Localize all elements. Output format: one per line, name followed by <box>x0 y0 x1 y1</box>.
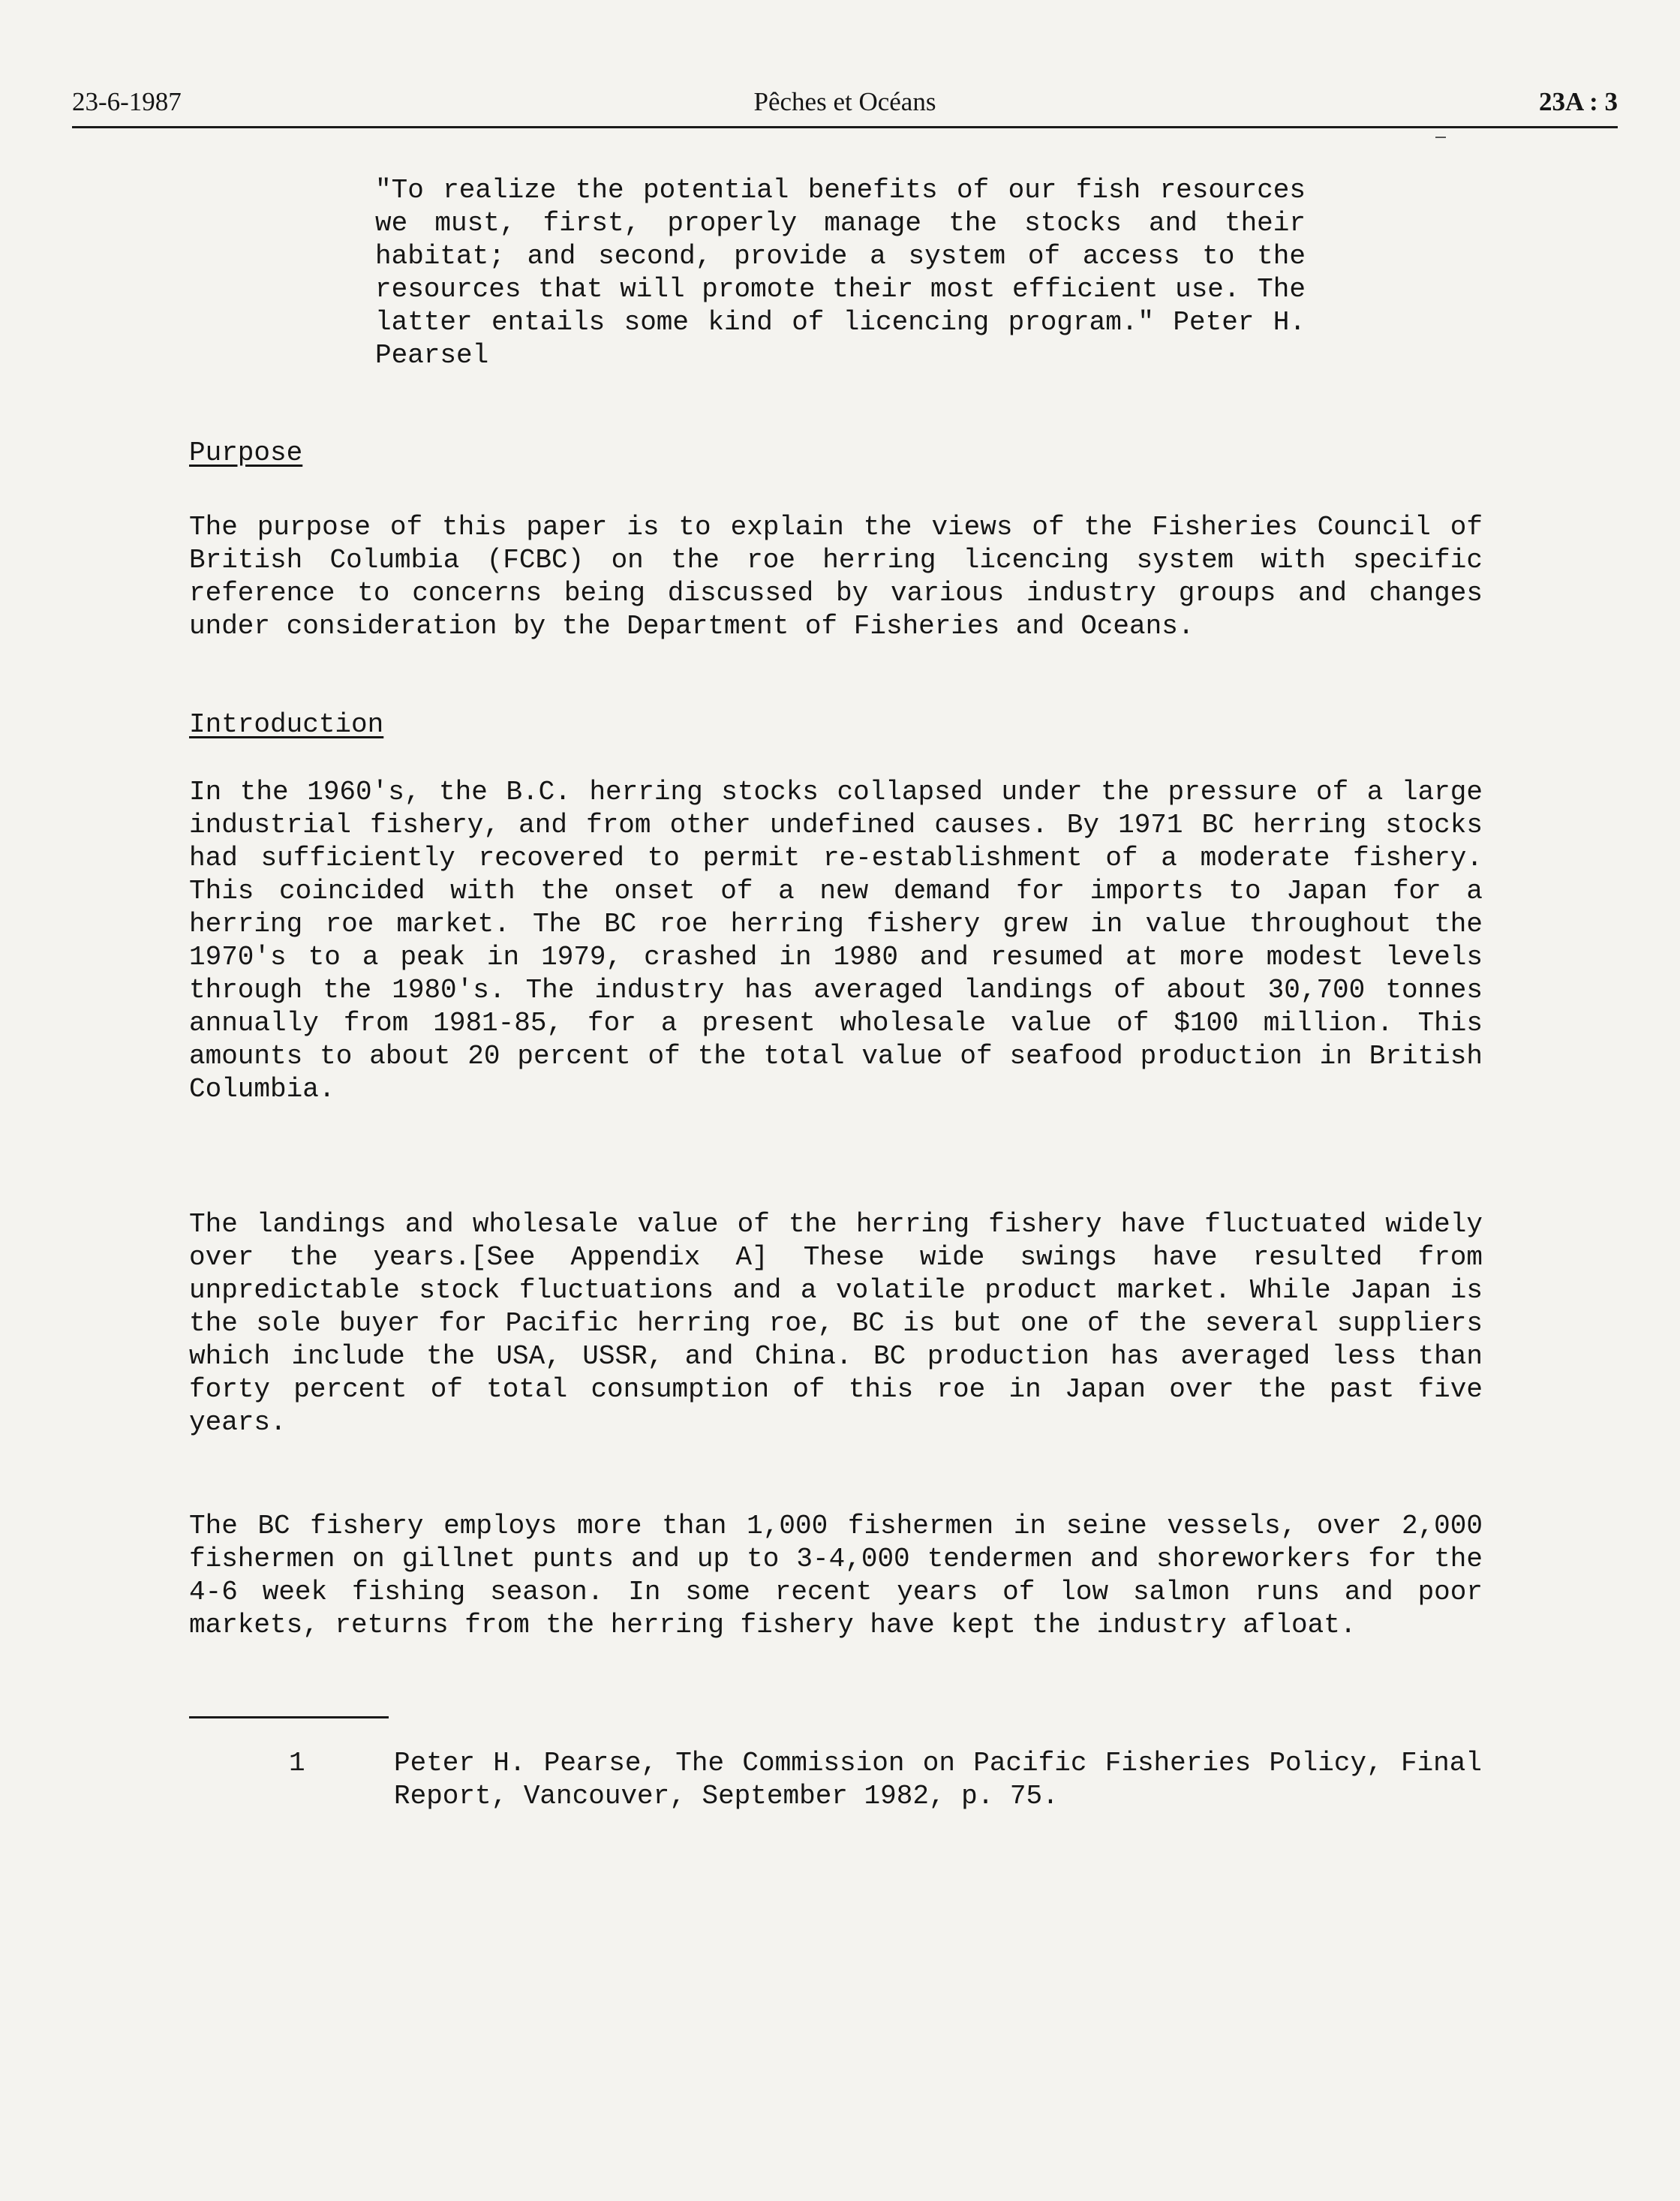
header-date: 23-6-1987 <box>72 87 182 116</box>
introduction-paragraph-3: The BC fishery employs more than 1,000 fishermen in seine vessels, over 2,000 fishermen on gillnet punts and up to 3-4,000 tendermen and shoreworkers for the 4-6 week fishing season. In some recent years of low salmon runs and poor markets, returns from the herring fishery have kept the industry afloat. <box>189 1511 1483 1640</box>
footnote-text: Peter H. Pearse, The Commission on Pacific Fisheries Policy, Final Report, Vancouver, September 1982, p. 75. <box>394 1748 1482 1812</box>
section-heading-introduction: Introduction <box>189 709 384 740</box>
header-title: Pêches et Océans <box>753 87 936 116</box>
footnote-number: 1 <box>289 1748 305 1779</box>
introduction-paragraph-2: The landings and wholesale value of the herring fishery have fluctuated widely over the years.[See Appendix A] These wide swings have resulted from unpredictable stock fluctuations and a volatile product market. While Japan is the sole buyer for Pacific herring roe, BC is but one of the several suppliers which include the USA, USSR, and China. BC production has averaged less than forty percent of total consumption of this roe in Japan over the past five years. <box>189 1209 1483 1438</box>
epigraph-quote: "To realize the potential benefits of our fish resources we must, first, properly manage the stocks and their habitat; and second, provide a system of access to the resources that will promote their most efficient use. The latter entails some kind of licencing program." Peter H. Pearsel <box>375 175 1306 371</box>
header-page-number: 23A : 3 <box>1539 87 1618 116</box>
section-heading-purpose: Purpose <box>189 437 303 468</box>
page-header <box>72 87 1618 132</box>
introduction-paragraph-1: In the 1960's, the B.C. herring stocks collapsed under the pressure of a large industrial fishery, and from other undefined causes. By 1971 BC herring stocks had sufficiently recovered to permit re-establishment of a moderate fishery. This coincided with the onset of a new demand for imports to Japan for a herring roe market. The BC roe herring fishery grew in value throughout the 1970's to a peak in 1979, crashed in 1980 and resumed at more modest levels through the 1980's. The industry has averaged landings of about 30,700 tonnes annually from 1981-85, for a present wholesale value of $100 million. This amounts to about 20 percent of the total value of seafood production in British Columbia. <box>189 777 1483 1105</box>
margin-mark <box>1435 137 1446 138</box>
header-rule <box>72 126 1618 128</box>
footnote-rule <box>189 1716 389 1718</box>
purpose-paragraph: The purpose of this paper is to explain the views of the Fisheries Council of British Columbia (FCBC) on the roe herring licencing system with specific reference to concerns being discussed by various industry groups and changes under consideration by the Department of Fisheries and Oceans. <box>189 512 1483 642</box>
